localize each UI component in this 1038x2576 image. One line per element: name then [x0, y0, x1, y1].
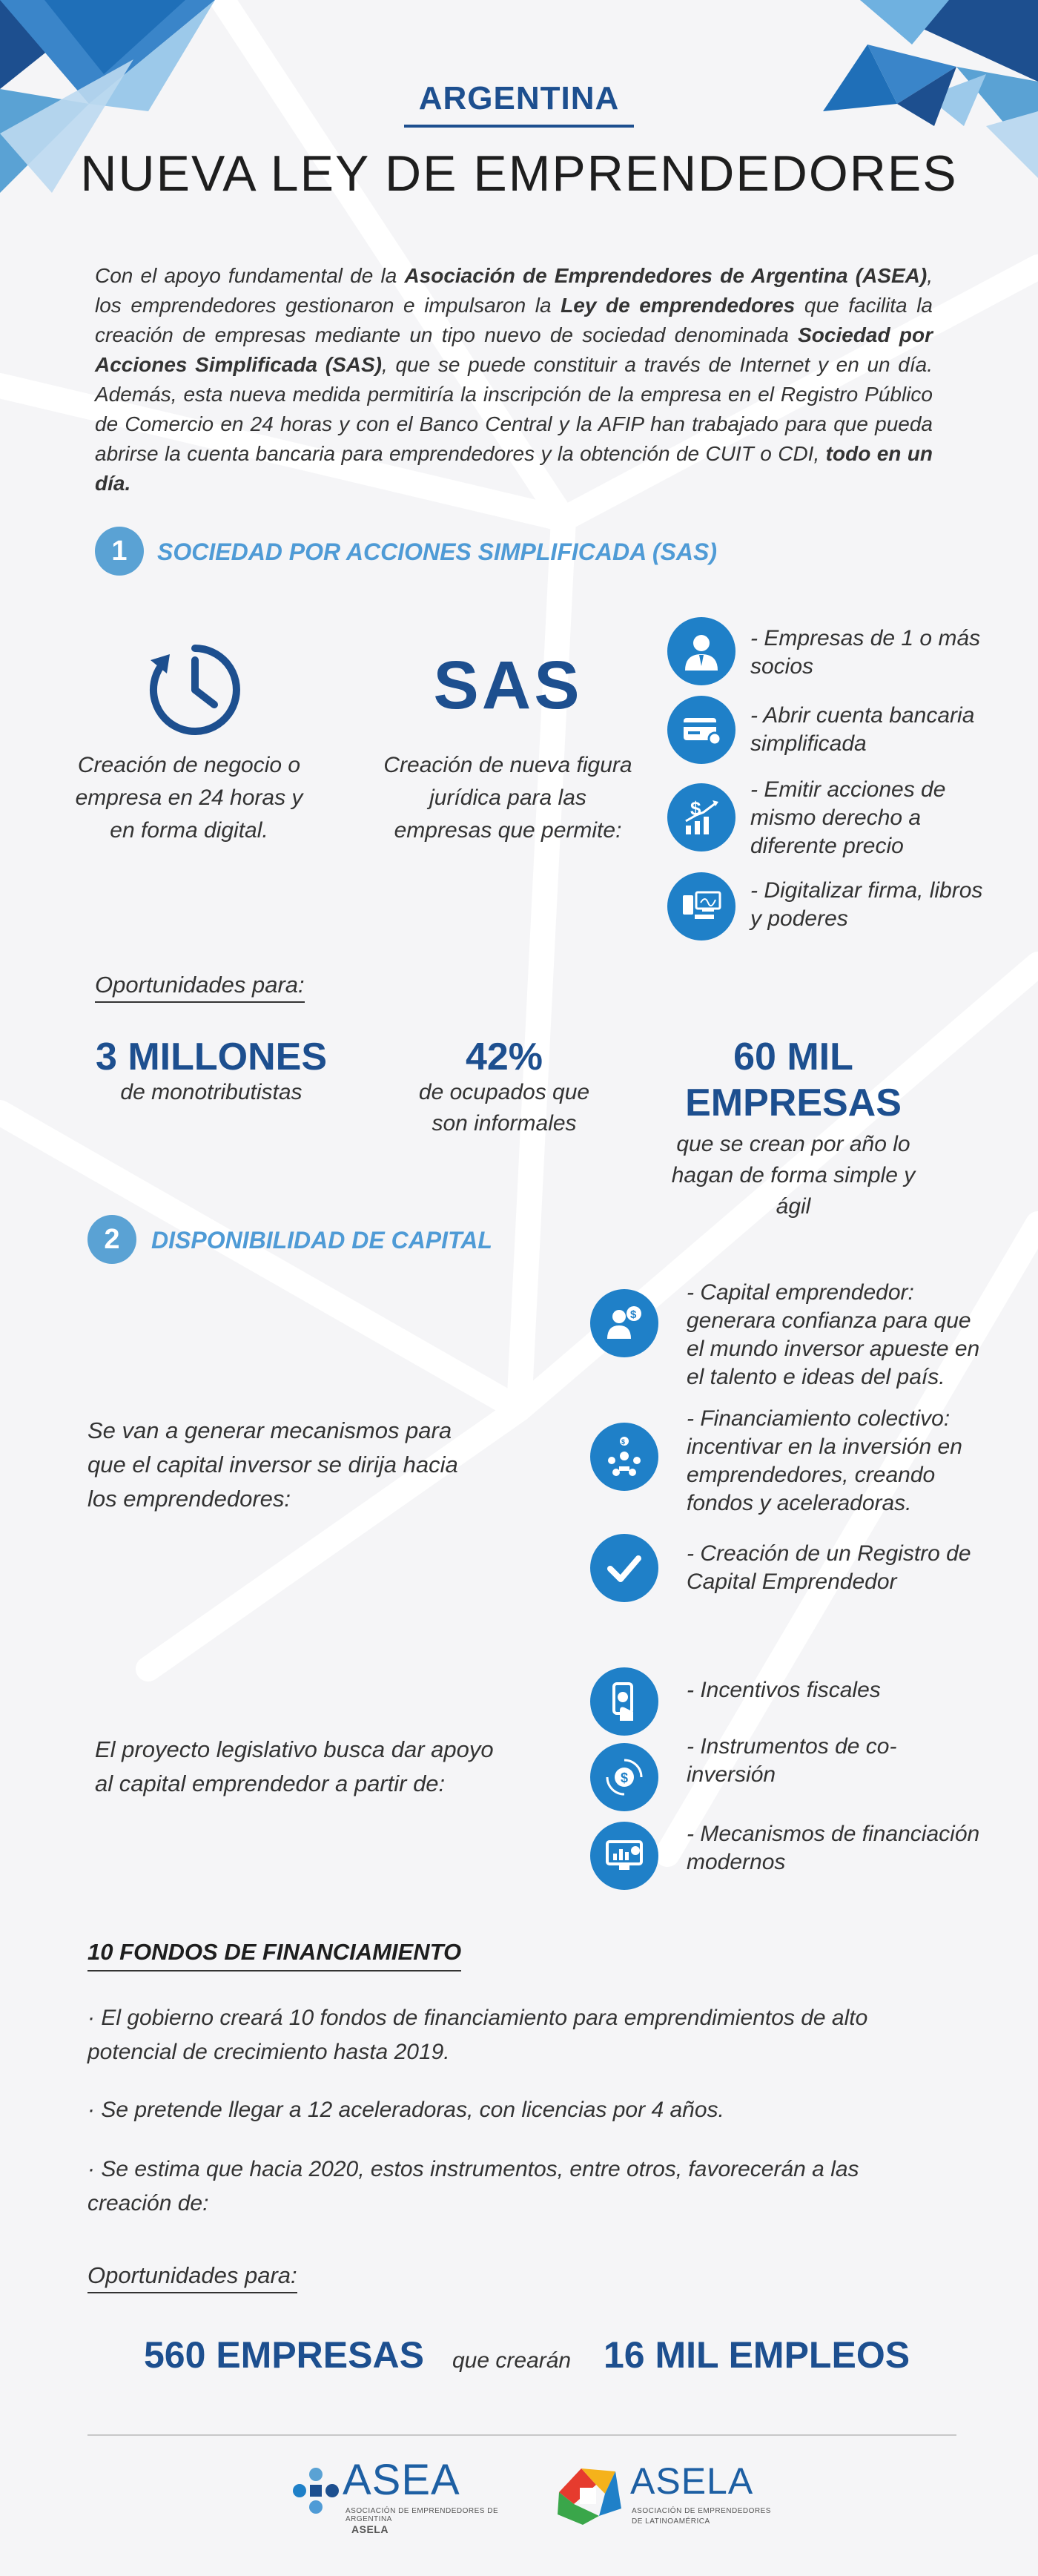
fondos-item-2: · Se pretende llegar a 12 aceleradoras, con licencias por 4 años.: [87, 2098, 724, 2122]
sas-heading: SAS: [433, 648, 583, 723]
final-empleos: 16 MIL EMPLEOS: [604, 2334, 910, 2376]
opportunities-label-1: Oportunidades para:: [95, 972, 305, 1003]
fondos-item-3: · Se estima que hacia 2020, estos instrumentos, entre otros, favorecerán a las creación de:: [87, 2157, 859, 2216]
country-underline: [404, 125, 634, 128]
sas-description: Creación de nueva figura jurídica para las empresas que permite:: [383, 753, 632, 843]
svg-text:$: $: [621, 1438, 626, 1446]
section-1-title: SOCIEDAD POR ACCIONES SIMPLIFICADA (SAS): [157, 538, 717, 565]
footer-divider: [87, 2434, 956, 2436]
sas-bullet-2: - Abrir cuenta bancaria simplificada: [750, 703, 975, 756]
digital-devices-icon: [667, 872, 735, 941]
capital-bullet-1: - Capital emprendedor: generara confianza para que el mundo inversor apueste en el talento e ideas del país.: [687, 1280, 980, 1389]
asela-logo-subtitle-1: ASOCIACIÓN DE EMPRENDEDORES: [632, 2507, 771, 2515]
asela-logo-icon: [553, 2463, 627, 2529]
final-empresas: 560 EMPRESAS: [144, 2334, 424, 2376]
capital-bullet-2: - Financiamiento colectivo: incentivar en la inversión en emprendedores, creando fondos y aceleradoras.: [687, 1406, 962, 1515]
asea-logo-icon: [289, 2460, 341, 2526]
sas-bullet-3: - Emitir acciones de mismo derecho a diferente precio: [750, 777, 946, 858]
bank-card-icon: [667, 696, 735, 764]
section-2-title: DISPONIBILIDAD DE CAPITAL: [151, 1227, 492, 1254]
svg-text:$: $: [690, 797, 701, 820]
section-2-badge: 2: [87, 1215, 136, 1264]
asela-logo-subtitle-2: DE LATINOAMÉRICA: [632, 2517, 710, 2526]
svg-text:$: $: [630, 1308, 637, 1321]
clock-description: Creación de negocio o empresa en 24 horas y en forma digital.: [75, 753, 303, 843]
stat-informales-sub: de ocupados que son informales: [418, 1080, 590, 1136]
stat-monotributistas-sub: de monotributistas: [120, 1080, 303, 1104]
clock-icon: [143, 638, 247, 742]
page-title: NUEVA LEY DE EMPRENDEDORES: [80, 145, 958, 202]
svg-text:$: $: [621, 1770, 629, 1785]
checkmark-icon: [590, 1534, 658, 1602]
stat-empresas: 60 MIL EMPRESAS: [685, 1035, 902, 1124]
asea-logo-subtitle-2: ASELA: [351, 2523, 389, 2535]
asela-logo-text: ASELA: [630, 2460, 754, 2502]
stat-monotributistas: 3 MILLONES: [95, 1035, 328, 1078]
fondos-item-1: · El gobierno creará 10 fondos de financiamiento para emprendimientos de alto potencial de crecimiento hasta 2019.: [87, 2006, 868, 2064]
finance-screen-icon: [590, 1822, 658, 1890]
opportunities-label-2: Oportunidades para:: [87, 2262, 297, 2293]
final-connector: que crearán: [452, 2348, 572, 2373]
country-title: ARGENTINA: [418, 80, 620, 116]
coin-cycle-icon: [590, 1743, 658, 1811]
fondos-title: 10 FONDOS DE FINANCIAMIENTO: [87, 1939, 461, 1971]
crowdfunding-icon: [590, 1423, 658, 1491]
legislative-bullet-3: - Mecanismos de financiación modernos: [687, 1822, 980, 1874]
legislative-bullet-1: - Incentivos fiscales: [687, 1678, 881, 1702]
sas-bullet-1: - Empresas de 1 o más socios: [750, 626, 981, 679]
sas-bullet-4: - Digitalizar firma, libros y poderes: [750, 878, 983, 931]
investor-icon: [590, 1289, 658, 1357]
legislative-bullet-2: - Instrumentos de co-inversión: [687, 1734, 897, 1787]
asea-logo-text: ASEA: [343, 2456, 460, 2504]
person-icon: [667, 617, 735, 685]
legislative-paragraph: El proyecto legislativo busca dar apoyo al capital emprendedor a partir de:: [95, 1736, 494, 1796]
capital-bullet-3: - Creación de un Registro de Capital Emprendedor: [687, 1541, 971, 1594]
intro-paragraph: Con el apoyo fundamental de la Asociación de Emprendedores de Argentina (ASEA), los emprendedores gestionaron e impulsaron la Ley de emprendedores que facilita la creación de empresas mediante un tipo nuevo de sociedad denominada Sociedad por Acciones Simplificada (SAS), que se puede constituir a través de Internet y en un día. Además, esta nueva medida permitiría la inscripción de la empresa en el Registro Público de Comercio en 24 horas y con el Banco Central y la AFIP han trabajado para que pueda abrirse la cuenta bancaria para emprendedores y la obtención de CUIT o CDI, todo en un día.: [95, 264, 933, 495]
dollar-chart-icon: [667, 783, 735, 851]
mobile-payment-icon: [590, 1667, 658, 1736]
stat-empresas-sub: que se crean por año lo hagan de forma simple y ágil: [671, 1132, 916, 1219]
asea-logo-subtitle: ASOCIACIÓN DE EMPRENDEDORES DE ARGENTINA: [346, 2507, 499, 2523]
stat-informales: 42%: [465, 1035, 543, 1078]
capital-mechanisms-paragraph: Se van a generar mecanismos para que el capital inversor se dirija hacia los emprendedores:: [87, 1417, 458, 1512]
section-1-badge: 1: [95, 527, 144, 576]
